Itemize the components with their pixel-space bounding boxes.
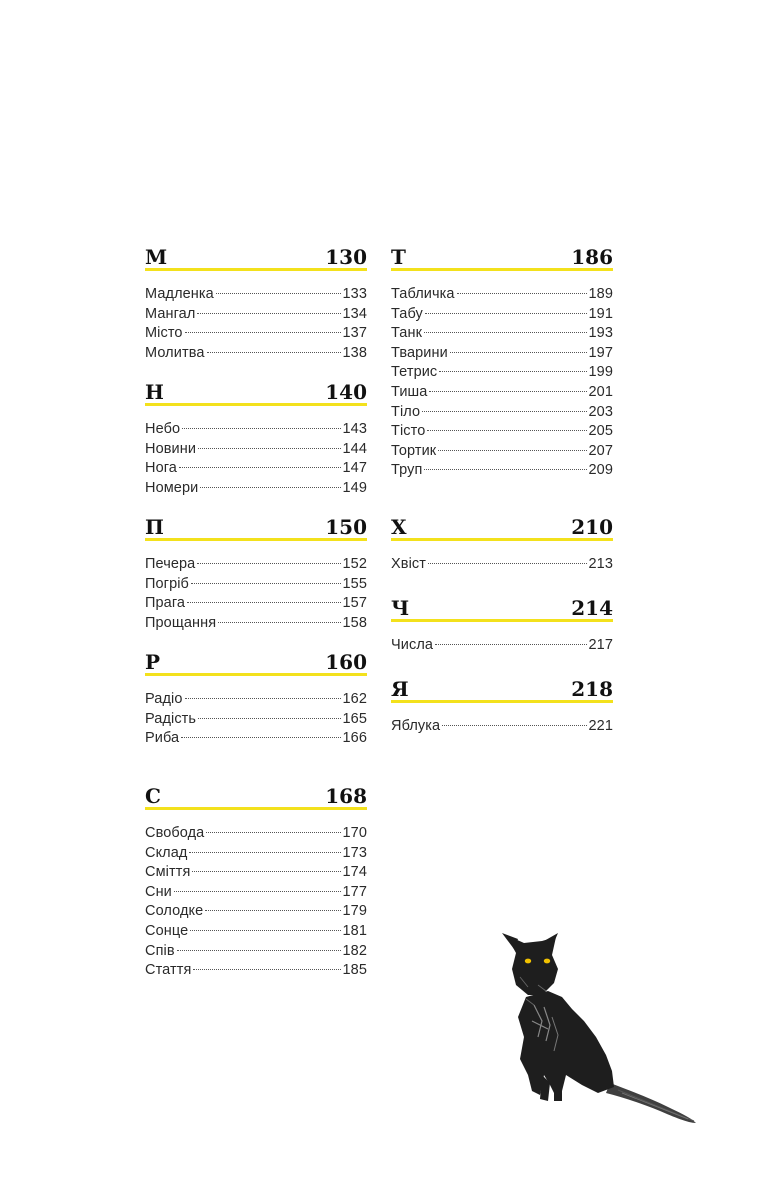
dot-leader — [187, 602, 340, 603]
toc-entry[interactable] — [391, 442, 613, 462]
section-header — [145, 649, 367, 676]
entry-title: Місто — [145, 325, 183, 342]
toc-section-ya — [391, 676, 613, 737]
entry-page-number: 137 — [342, 325, 367, 342]
entry-page-number: 162 — [342, 691, 367, 707]
entry-page-number: 207 — [588, 442, 613, 459]
entry-page-number: 201 — [588, 383, 613, 400]
entry-title: Табу — [391, 305, 423, 322]
toc-entry[interactable] — [391, 285, 613, 305]
entry-title: Радіо — [145, 691, 183, 707]
dot-leader — [422, 411, 586, 412]
entry-page-number: 185 — [342, 962, 367, 979]
toc-section-r — [145, 649, 367, 749]
entry-page-number: 197 — [588, 344, 613, 361]
entry-page-number: 205 — [588, 423, 613, 440]
entry-title: Небо — [145, 421, 181, 437]
entry-title: Молитва — [145, 344, 205, 361]
dot-leader — [428, 563, 587, 564]
entry-title: Стаття — [145, 962, 192, 979]
entry-title: Труп — [391, 462, 423, 479]
toc-entry[interactable] — [391, 324, 613, 344]
entry-title: Табличка — [391, 286, 455, 302]
entry-title: Танк — [391, 325, 423, 342]
section-letter: Н — [145, 380, 164, 404]
toc-entry-list — [145, 285, 367, 363]
entry-page-number: 158 — [342, 614, 367, 631]
toc-section-s — [145, 783, 367, 981]
entry-page-number: 165 — [342, 710, 367, 727]
dot-leader — [442, 725, 586, 726]
entry-page-number: 133 — [342, 286, 367, 302]
section-page-number: 150 — [325, 515, 367, 539]
dot-leader — [181, 737, 340, 738]
toc-entry[interactable] — [391, 717, 613, 737]
entry-title: Хвіст — [391, 556, 426, 572]
toc-section-m — [145, 244, 367, 363]
section-page-number: 168 — [325, 784, 367, 808]
section-letter: П — [145, 515, 164, 539]
entry-title: Прага — [145, 595, 186, 612]
section-header — [145, 244, 367, 271]
section-page-number: 218 — [571, 677, 613, 701]
entry-title: Тварини — [391, 344, 448, 361]
toc-section-t — [391, 244, 613, 481]
entry-page-number: 191 — [588, 305, 613, 322]
toc-entry[interactable] — [145, 440, 367, 460]
entry-page-number: 149 — [342, 479, 367, 496]
section-header — [391, 514, 613, 541]
toc-entry[interactable] — [391, 305, 613, 325]
toc-entry[interactable] — [145, 459, 367, 479]
entry-title: Мангал — [145, 305, 196, 322]
entry-page-number: 144 — [342, 440, 367, 457]
section-page-number: 160 — [325, 650, 367, 674]
section-header — [145, 514, 367, 541]
black-cat-illustration-icon — [498, 925, 698, 1130]
entry-page-number: 155 — [342, 575, 367, 592]
toc-entry[interactable] — [145, 420, 367, 440]
section-page-number: 130 — [325, 245, 367, 269]
dot-leader — [198, 718, 340, 719]
toc-entry[interactable] — [145, 344, 367, 364]
toc-entry[interactable] — [391, 344, 613, 364]
entry-page-number: 138 — [342, 344, 367, 361]
toc-entry[interactable] — [145, 305, 367, 325]
entry-title: Свобода — [145, 825, 205, 841]
entry-title: Сонце — [145, 922, 189, 939]
entry-title: Тортик — [391, 442, 437, 459]
toc-entry[interactable] — [145, 902, 367, 922]
section-letter: Т — [391, 245, 406, 269]
toc-entry[interactable] — [391, 403, 613, 423]
cat-eye-left — [525, 959, 531, 964]
toc-entry[interactable] — [391, 363, 613, 383]
toc-entry[interactable] — [145, 844, 367, 864]
section-letter: М — [145, 245, 168, 269]
toc-entry[interactable] — [145, 324, 367, 344]
toc-entry[interactable] — [391, 383, 613, 403]
cat-eye-right — [544, 959, 550, 964]
toc-section-ch — [391, 595, 613, 656]
toc-entry[interactable] — [145, 883, 367, 903]
toc-entry[interactable] — [391, 422, 613, 442]
dot-leader — [185, 332, 341, 333]
entry-title: Склад — [145, 844, 188, 861]
toc-entry[interactable] — [391, 461, 613, 481]
toc-entry[interactable] — [145, 555, 367, 575]
section-header — [391, 244, 613, 271]
entry-page-number: 193 — [588, 325, 613, 342]
toc-entry-list — [391, 285, 613, 481]
section-letter: Я — [391, 677, 409, 701]
entry-page-number: 203 — [588, 403, 613, 420]
dot-leader — [216, 293, 341, 294]
dot-leader — [424, 332, 586, 333]
section-letter: Ч — [391, 596, 410, 620]
entry-page-number: 213 — [588, 556, 613, 572]
entry-page-number: 209 — [588, 462, 613, 479]
section-letter: С — [145, 784, 161, 808]
dot-leader — [206, 832, 340, 833]
entry-page-number: 173 — [342, 844, 367, 861]
toc-entry[interactable] — [145, 961, 367, 981]
section-page-number: 210 — [571, 515, 613, 539]
section-page-number: 214 — [571, 596, 613, 620]
entry-title: Тиша — [391, 383, 428, 400]
cat-body — [518, 991, 614, 1097]
dot-leader — [182, 428, 340, 429]
entry-page-number: 221 — [588, 718, 613, 734]
dot-leader — [192, 871, 340, 872]
entry-title: Новини — [145, 440, 197, 457]
entry-page-number: 157 — [342, 595, 367, 612]
entry-title: Яблука — [391, 718, 441, 734]
dot-leader — [174, 891, 341, 892]
dot-leader — [427, 430, 586, 431]
toc-entry[interactable] — [145, 614, 367, 634]
entry-title: Нога — [145, 460, 177, 477]
entry-page-number: 217 — [588, 637, 613, 653]
entry-title: Радість — [145, 710, 197, 727]
toc-entry[interactable] — [145, 479, 367, 499]
entry-page-number: 177 — [342, 883, 367, 900]
toc-entry-list — [391, 717, 613, 737]
entry-page-number: 199 — [588, 364, 613, 381]
dot-leader — [197, 313, 340, 314]
section-letter: Р — [145, 650, 161, 674]
toc-entry-list — [391, 636, 613, 656]
dot-leader — [190, 930, 340, 931]
entry-page-number: 179 — [342, 903, 367, 920]
entry-page-number: 166 — [342, 730, 367, 747]
toc-section-p — [145, 514, 367, 633]
entry-title: Мадленка — [145, 286, 214, 302]
entry-page-number: 181 — [342, 922, 367, 939]
dot-leader — [424, 469, 586, 470]
dot-leader — [207, 352, 341, 353]
entry-page-number: 182 — [342, 942, 367, 959]
toc-entry[interactable] — [145, 729, 367, 749]
entry-title: Тісто — [391, 423, 426, 440]
section-header — [391, 595, 613, 622]
entry-title: Номери — [145, 479, 199, 496]
entry-page-number: 134 — [342, 305, 367, 322]
entry-title: Тетрис — [391, 364, 438, 381]
dot-leader — [457, 293, 587, 294]
toc-entry[interactable] — [145, 942, 367, 962]
entry-page-number: 152 — [342, 556, 367, 572]
section-letter: Х — [391, 515, 407, 539]
section-header — [145, 783, 367, 810]
section-page-number: 186 — [571, 245, 613, 269]
entry-title: Числа — [391, 637, 434, 653]
dot-leader — [189, 852, 340, 853]
entry-title: Тіло — [391, 403, 421, 420]
dot-leader — [205, 910, 340, 911]
dot-leader — [429, 391, 586, 392]
entry-page-number: 174 — [342, 864, 367, 881]
entry-title: Сміття — [145, 864, 191, 881]
entry-title: Прощання — [145, 614, 217, 631]
toc-entry[interactable] — [145, 863, 367, 883]
toc-entry-list — [145, 420, 367, 498]
toc-entry-list — [145, 555, 367, 633]
toc-section-kh — [391, 514, 613, 575]
toc-entry-list — [391, 555, 613, 575]
entry-page-number: 189 — [588, 286, 613, 302]
toc-entry[interactable] — [145, 690, 367, 710]
toc-entry[interactable] — [145, 710, 367, 730]
entry-page-number: 170 — [342, 825, 367, 841]
toc-entry[interactable] — [145, 575, 367, 595]
section-header — [391, 676, 613, 703]
toc-section-n — [145, 379, 367, 498]
dot-leader — [438, 450, 586, 451]
entry-title: Печера — [145, 556, 196, 572]
dot-leader — [439, 371, 586, 372]
entry-page-number: 147 — [342, 460, 367, 477]
dot-leader — [193, 969, 340, 970]
entry-title: Сни — [145, 883, 172, 900]
entry-title: Риба — [145, 730, 180, 747]
entry-title: Спів — [145, 942, 175, 959]
dot-leader — [435, 644, 586, 645]
toc-entry[interactable] — [145, 922, 367, 942]
toc-entry[interactable] — [145, 594, 367, 614]
section-header — [145, 379, 367, 406]
dot-leader — [185, 698, 341, 699]
dot-leader — [179, 467, 341, 468]
toc-entry[interactable] — [145, 285, 367, 305]
dot-leader — [197, 563, 340, 564]
toc-entry[interactable] — [391, 555, 613, 575]
entry-page-number: 143 — [342, 421, 367, 437]
toc-entry-list — [145, 690, 367, 749]
dot-leader — [425, 313, 587, 314]
dot-leader — [450, 352, 587, 353]
toc-entry[interactable] — [391, 636, 613, 656]
dot-leader — [198, 448, 340, 449]
toc-entry[interactable] — [145, 824, 367, 844]
dot-leader — [191, 583, 341, 584]
dot-leader — [200, 487, 340, 488]
section-page-number: 140 — [325, 380, 367, 404]
dot-leader — [177, 950, 341, 951]
dot-leader — [218, 622, 340, 623]
entry-title: Солодке — [145, 903, 204, 920]
toc-entry-list — [145, 824, 367, 981]
entry-title: Погріб — [145, 575, 189, 592]
